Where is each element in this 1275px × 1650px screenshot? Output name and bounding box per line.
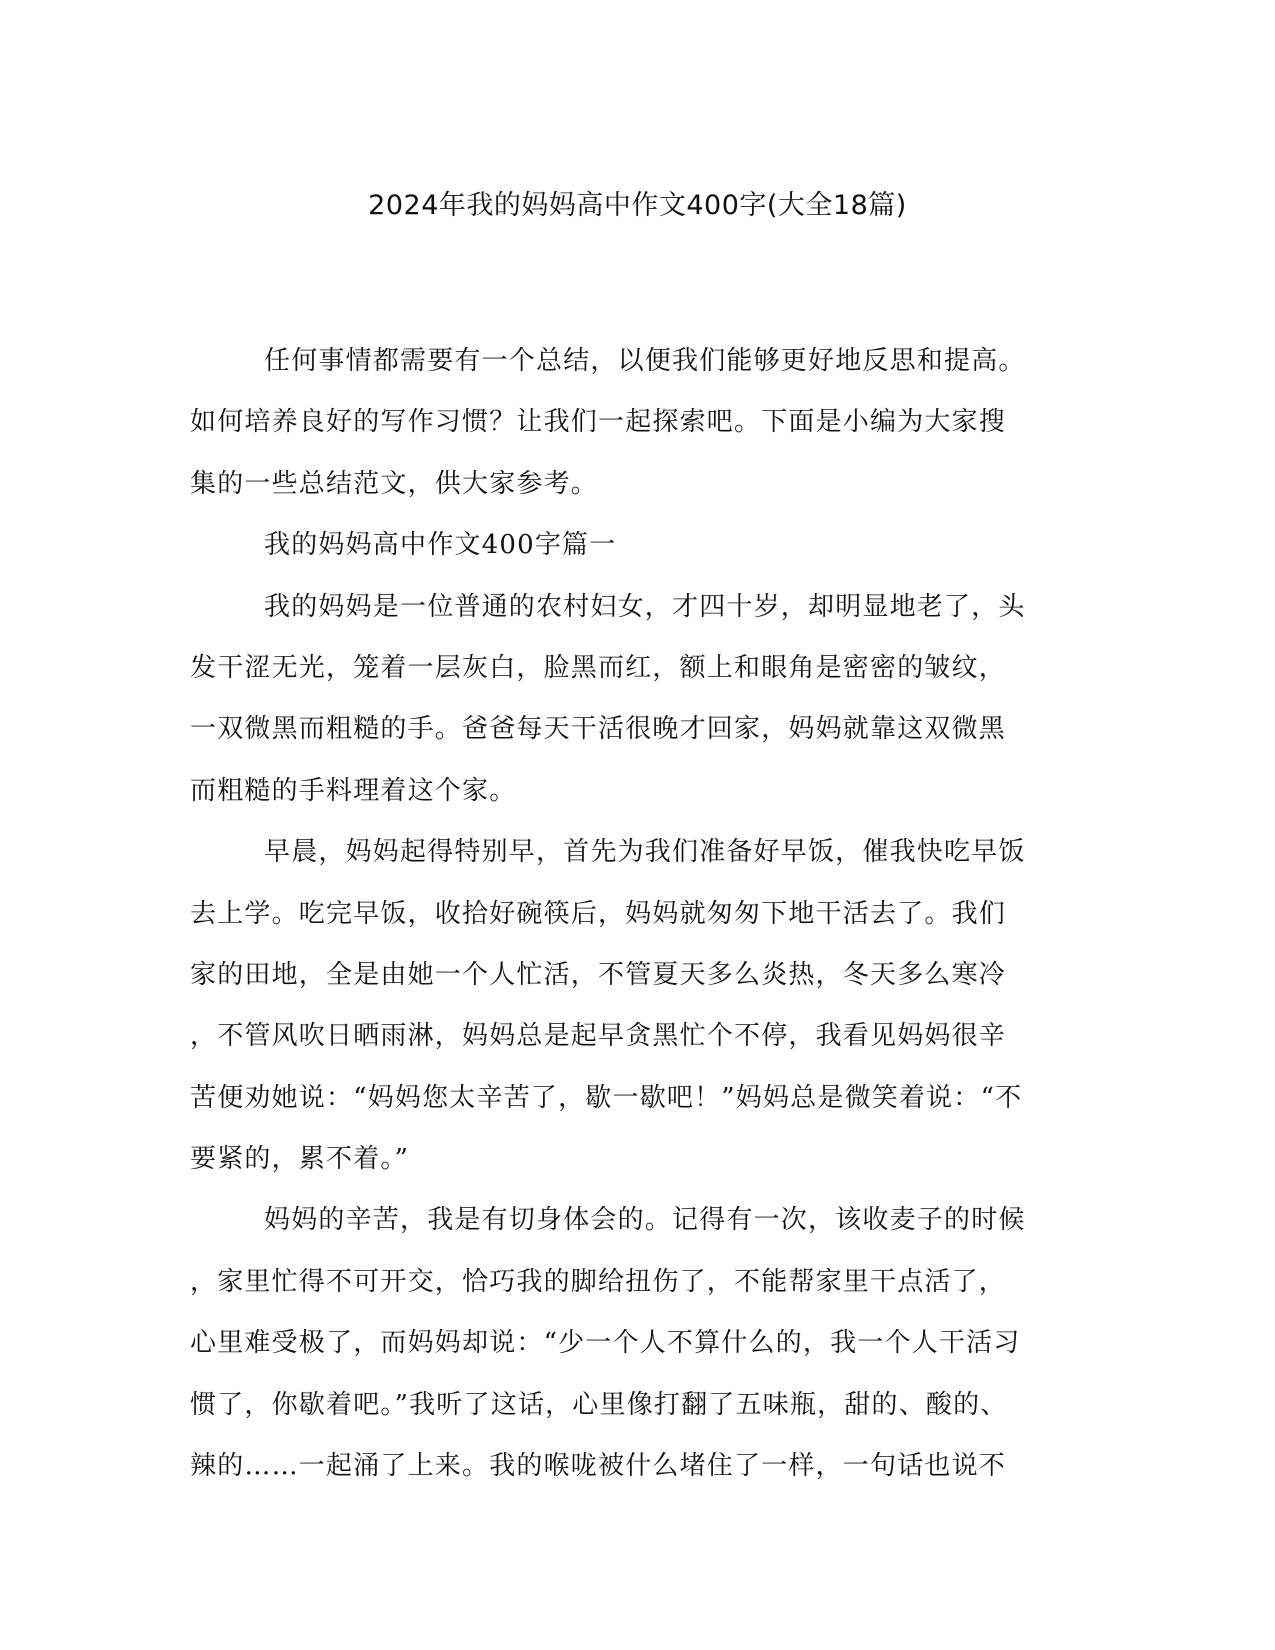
paragraph-line: 任何事情都需要有一个总结，以便我们能够更好地反思和提高。 <box>264 346 1026 376</box>
paragraph-line: 而粗糙的手料理着这个家。 <box>190 775 517 806</box>
paragraph-line: ，不管风吹日晒雨淋，妈妈总是起早贪黑忙个不停，我看见妈妈很辛 <box>190 1021 1007 1052</box>
paragraph-line: 早晨，妈妈起得特别早，首先为我们准备好早饭，催我快吃早饭 <box>264 837 1026 868</box>
paragraph-line: 发干涩无光，笼着一层灰白，脸黑而红，额上和眼角是密密的皱纹， <box>190 652 1007 683</box>
document-title: 2024年我的妈妈高中作文400字(大全18篇) <box>368 190 907 221</box>
paragraph-line: 苦便劝她说：“妈妈您太辛苦了，歇一歇吧！”妈妈总是微笑着说：“不 <box>190 1082 1023 1113</box>
paragraph-line: 辣的……一起涌了上来。我的喉咙被什么堵住了一样，一句话也说不 <box>190 1451 1007 1482</box>
section-heading: 我的妈妈高中作文400字篇一 <box>264 530 617 561</box>
paragraph-line: 我的妈妈是一位普通的农村妇女，才四十岁，却明显地老了，头 <box>264 591 1026 622</box>
paragraph-line: 如何培养良好的写作习惯？让我们一起探索吧。下面是小编为大家搜 <box>190 407 1007 438</box>
paragraph-line: 心里难受极了，而妈妈却说：“少一个人不算什么的，我一个人干活习 <box>190 1328 1021 1359</box>
paragraph-line: 一双微黑而粗糙的手。爸爸每天干活很晚才回家，妈妈就靠这双微黑 <box>190 714 1007 745</box>
paragraph-line: 去上学。吃完早饭，收拾好碗筷后，妈妈就匆匆下地干活去了。我们 <box>190 898 1007 929</box>
document-body <box>190 331 1070 1497</box>
paragraph-line: ，家里忙得不可开交，恰巧我的脚给扭伤了，不能帮家里干点活了， <box>190 1266 1007 1297</box>
paragraph-line: 家的田地，全是由她一个人忙活，不管夏天多么炎热，冬天多么寒冷 <box>190 959 1007 990</box>
paragraph-line: 要紧的，累不着。” <box>190 1144 410 1175</box>
paragraph-line: 惯了，你歇着吧。”我听了这话，心里像打翻了五味瓶，甜的、酸的、 <box>190 1389 1008 1420</box>
paragraph-line: 妈妈的辛苦，我是有切身体会的。记得有一次，该收麦子的时候 <box>264 1205 1026 1236</box>
paragraph-line: 集的一些总结范文，供大家参考。 <box>190 468 599 499</box>
